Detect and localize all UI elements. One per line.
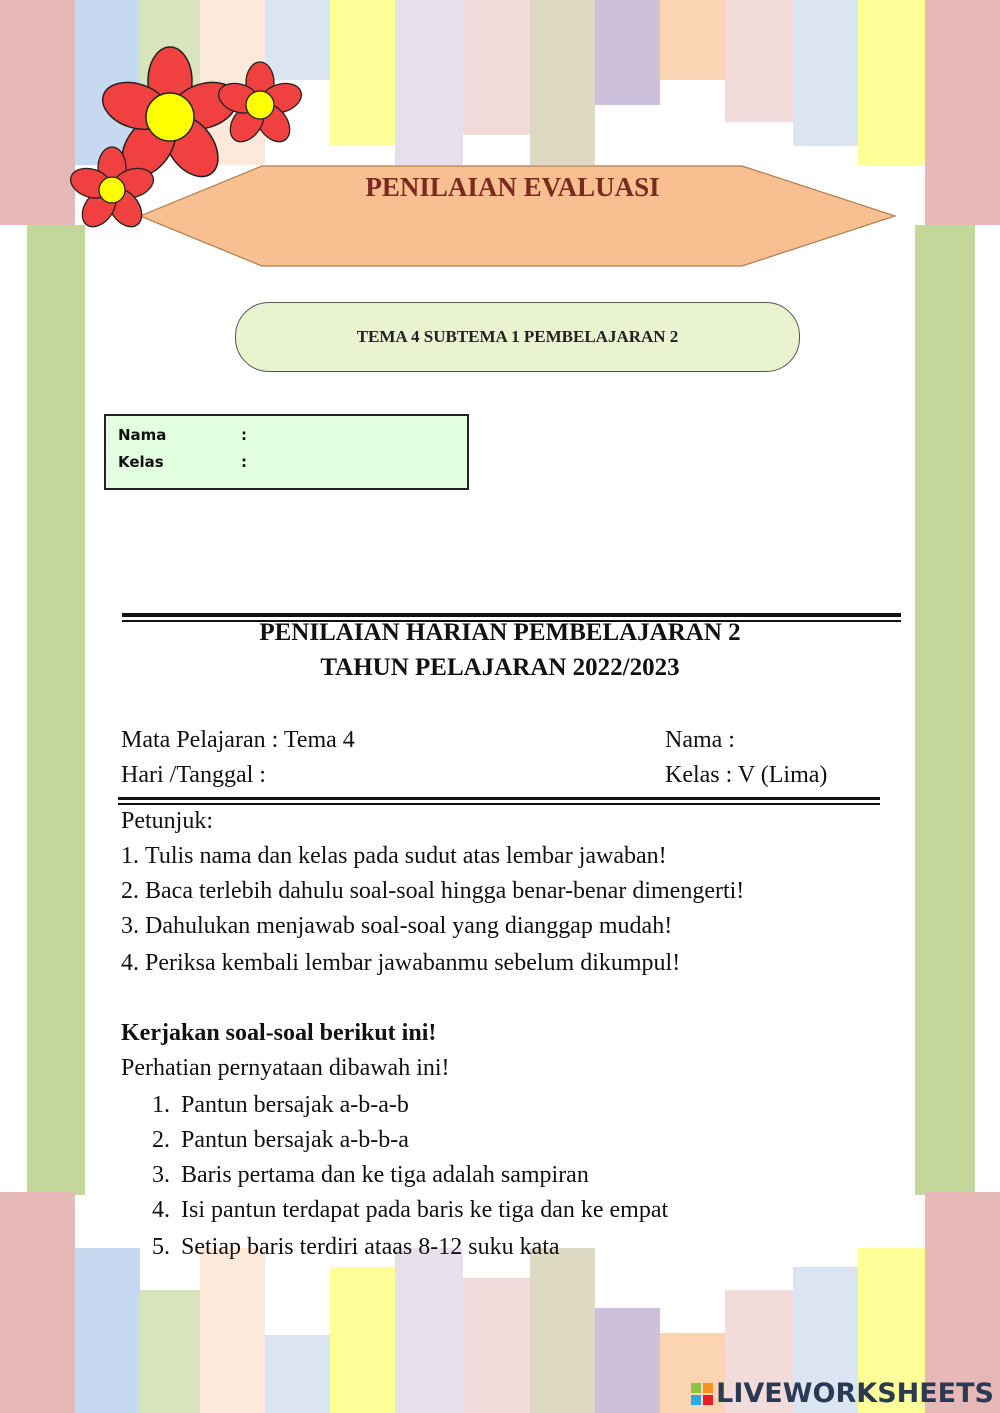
- instruction-text: Periksa kembali lembar jawabanmu sebelum dikumpul!: [145, 950, 681, 976]
- student-name-info: Nama :: [665, 727, 735, 753]
- identity-box: [104, 414, 469, 490]
- date-info: Hari /Tanggal :: [121, 762, 266, 788]
- instruction-number: 4.: [121, 950, 139, 976]
- task-heading: Kerjakan soal-soal berikut ini!: [121, 1020, 437, 1046]
- info-rule-thin: [118, 803, 880, 805]
- statement-number: 3.: [152, 1162, 170, 1188]
- statement-number: 1.: [152, 1092, 170, 1118]
- instructions-title: Petunjuk:: [121, 808, 214, 834]
- statement-text: Pantun bersajak a-b-b-a: [181, 1127, 409, 1153]
- liveworksheets-logo-icon: [691, 1383, 713, 1405]
- instruction-number: 1.: [121, 843, 139, 869]
- statement-text: Setiap baris terdiri ataas 8-12 suku kata: [181, 1234, 560, 1260]
- statement-text: Isi pantun terdapat pada baris ke tiga dan ke empat: [181, 1197, 669, 1223]
- exam-title: PENILAIAN HARIAN PEMBELAJARAN 2: [259, 619, 741, 646]
- liveworksheets-logo[interactable]: [691, 1378, 994, 1409]
- info-rule-thick: [118, 797, 880, 800]
- class-label: Kelas: [118, 453, 164, 471]
- subject-info: Mata Pelajaran : Tema 4: [121, 727, 355, 753]
- name-colon: :: [241, 426, 247, 444]
- instruction-number: 2.: [121, 878, 139, 904]
- liveworksheets-brand: LIVEWORKSHEETS: [716, 1378, 994, 1409]
- header-rule-thick: [122, 613, 901, 617]
- statement-number: 4.: [152, 1197, 170, 1223]
- task-intro: Perhatian pernyataan dibawah ini!: [121, 1055, 450, 1081]
- flower-decoration-icon: [60, 45, 320, 245]
- statement-number: 2.: [152, 1127, 170, 1153]
- school-year: TAHUN PELAJARAN 2022/2023: [320, 654, 680, 681]
- subtitle-label: TEMA 4 SUBTEMA 1 PEMBELAJARAN 2: [356, 327, 679, 346]
- class-info: Kelas : V (Lima): [665, 762, 828, 788]
- instruction-text: Baca terlebih dahulu soal-soal hingga benar-benar dimengerti!: [145, 878, 745, 904]
- statement-text: Baris pertama dan ke tiga adalah sampiran: [181, 1162, 589, 1188]
- instruction-text: Tulis nama dan kelas pada sudut atas lembar jawaban!: [145, 843, 667, 869]
- name-label: Nama: [118, 426, 167, 444]
- instruction-text: Dahulukan menjawab soal-soal yang dianggap mudah!: [145, 913, 673, 939]
- banner-title: PENILAIAN EVALUASI: [365, 172, 660, 202]
- statement-number: 5.: [152, 1234, 170, 1260]
- subtitle-pill: [235, 302, 800, 372]
- class-colon: :: [241, 453, 247, 471]
- instruction-number: 3.: [121, 913, 139, 939]
- statement-text: Pantun bersajak a-b-a-b: [181, 1092, 409, 1118]
